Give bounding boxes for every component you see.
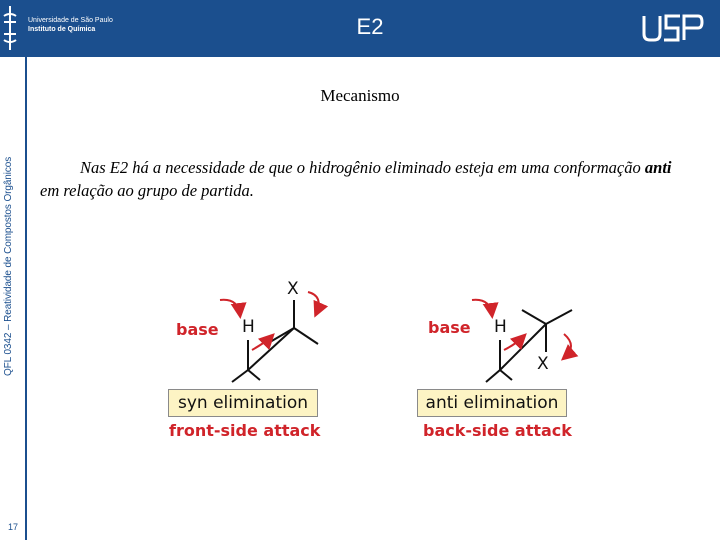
usp-logo-text: USP — [673, 32, 675, 33]
anti-left-branch — [522, 310, 546, 324]
anti-h-atom: H — [494, 317, 507, 337]
institution-line2: Instituto de Química — [28, 26, 96, 33]
anti-right-branch — [546, 310, 572, 324]
page-number: 17 — [7, 522, 18, 532]
slide-title: E2 — [356, 14, 384, 39]
anti-lower-left-bond — [486, 370, 500, 382]
syn-structure — [232, 300, 318, 382]
front-side-attack-label: front-side attack — [169, 421, 321, 440]
syn-right-branch — [294, 328, 318, 344]
paragraph-text-after: em relação ao grupo de partida. — [40, 181, 254, 200]
body-paragraph — [40, 156, 680, 202]
syn-leaving-arrow — [308, 292, 319, 314]
section-heading: Mecanismo — [320, 86, 400, 105]
syn-lower-left-bond — [232, 370, 248, 382]
anti-base-arrow — [472, 300, 492, 315]
syn-base-label: base — [176, 320, 219, 339]
sidebar-divider — [25, 0, 27, 540]
course-caption: QFL 0342 – Reatividade de Compostos Orgânicos — [3, 156, 14, 376]
anti-lower-right-bond — [500, 370, 512, 380]
usp-logo — [640, 12, 706, 44]
anti-x-atom: X — [537, 354, 549, 374]
syn-lower-right-bond — [248, 370, 260, 380]
syn-base-arrow — [220, 300, 240, 315]
syn-elimination-box: syn elimination — [168, 389, 318, 417]
syn-x-atom: X — [287, 279, 299, 299]
back-side-attack-label: back-side attack — [423, 421, 572, 440]
anti-leaving-arrow — [564, 334, 571, 358]
anti-base-label: base — [428, 318, 471, 337]
paragraph-text-before: Nas E2 há a necessidade de que o hidrogênio eliminado esteja em uma conformação — [80, 158, 645, 177]
anti-elimination-box: anti elimination — [417, 389, 567, 417]
paragraph-bold-anti: anti — [644, 158, 672, 177]
institution-line1: Universidade de São Paulo — [28, 17, 113, 24]
syn-h-atom: H — [242, 317, 255, 337]
elimination-diagram — [160, 270, 580, 450]
syn-bond-arrow — [252, 336, 272, 350]
